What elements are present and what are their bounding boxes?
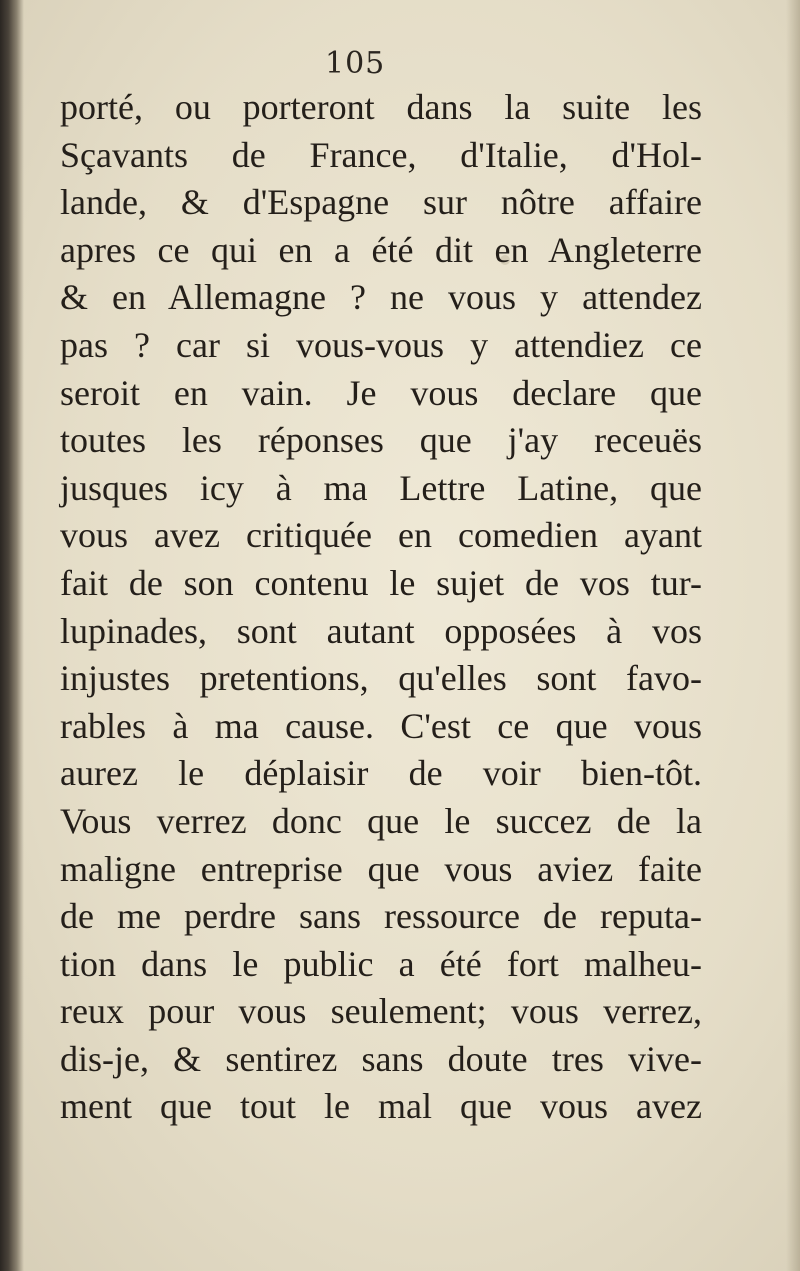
text-line: lande, & d'Espagne sur nôtre affaire <box>60 182 702 223</box>
text-line: aurez le déplaisir de voir bien-tôt. <box>60 753 702 794</box>
text-line: fait de son contenu le sujet de vos tur- <box>60 562 702 603</box>
text-line: tion dans le public a été fort malheu- <box>60 943 702 984</box>
text-line: vous avez critiquée en comedien ayant <box>60 515 702 556</box>
text-line: Vous verrez donc que le succez de la <box>60 800 702 841</box>
text-line: injustes pretentions, qu'elles sont favo- <box>60 658 702 699</box>
body-text <box>60 84 702 1131</box>
page-number: 105 <box>325 46 386 81</box>
text-line: seroit en vain. Je vous declare que <box>60 372 702 413</box>
text-line: pas ? car si vous-vous y attendiez ce <box>60 324 702 365</box>
page-edge <box>786 0 800 1271</box>
text-line: lupinades, sont autant opposées à vos <box>60 610 702 651</box>
text-line: toutes les réponses que j'ay receuës <box>60 420 702 461</box>
text-line: Sçavants de France, d'Italie, d'Hol- <box>60 134 702 175</box>
book-gutter <box>0 0 24 1271</box>
text-line: apres ce qui en a été dit en Angleterre <box>60 229 702 270</box>
text-line: & en Allemagne ? ne vous y attendez <box>60 277 702 318</box>
text-line: reux pour vous seulement; vous verrez, <box>60 991 702 1032</box>
text-line: ment que tout le mal que vous avez <box>60 1086 702 1127</box>
text-line: porté, ou porteront dans la suite les <box>60 87 702 127</box>
text-line: jusques icy à ma Lettre Latine, que <box>60 467 702 508</box>
text-line: maligne entreprise que vous aviez faite <box>60 848 702 889</box>
text-line: rables à ma cause. C'est ce que vous <box>60 705 702 746</box>
text-line: de me perdre sans ressource de reputa- <box>60 896 702 937</box>
text-line: dis-je, & sentirez sans doute tres vive- <box>60 1038 702 1079</box>
